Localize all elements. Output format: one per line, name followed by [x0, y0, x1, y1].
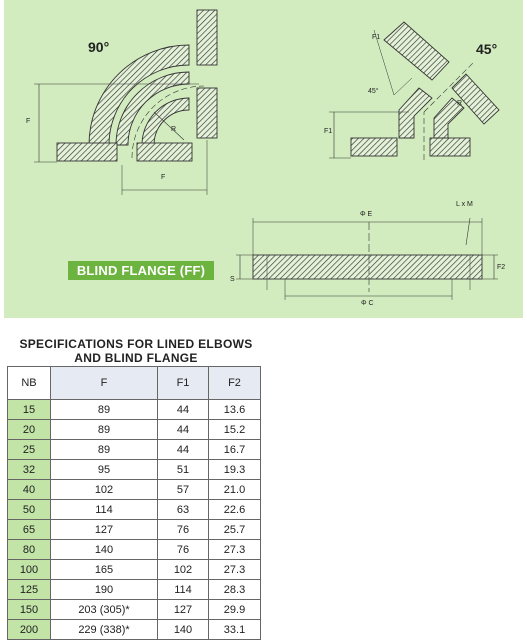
cell-f: 95	[51, 460, 158, 480]
cell-f: 203 (305)*	[51, 600, 158, 620]
elbow-90-dim-F-vertical: F	[26, 118, 31, 125]
spec-title-line2: AND BLIND FLANGE	[74, 351, 198, 365]
cell-f2: 27.3	[209, 540, 261, 560]
cell-nb: 80	[8, 540, 51, 560]
cell-f1: 127	[158, 600, 209, 620]
table-row	[8, 500, 261, 520]
cell-nb: 125	[8, 580, 51, 600]
cell-nb: 15	[8, 400, 51, 420]
elbow-90-drawing	[34, 10, 217, 195]
header-f1: F1	[158, 367, 209, 400]
cell-f1: 76	[158, 520, 209, 540]
cell-f: 165	[51, 560, 158, 580]
cell-nb: 20	[8, 420, 51, 440]
spec-table	[7, 366, 261, 640]
cell-nb: 65	[8, 520, 51, 540]
blind-flange-dim-LxM: L x M	[456, 201, 473, 208]
blind-flange-drawing	[236, 218, 498, 300]
spec-table-header-row	[8, 367, 261, 400]
cell-f2: 22.6	[209, 500, 261, 520]
elbow-45-angle-label: 45°	[476, 41, 498, 57]
blind-flange-dim-S: S	[230, 276, 235, 283]
cell-f2: 21.0	[209, 480, 261, 500]
spec-title-line1: SPECIFICATIONS FOR LINED ELBOWS	[19, 337, 253, 351]
cell-f1: 102	[158, 560, 209, 580]
cell-f2: 27.3	[209, 560, 261, 580]
elbow-90-dim-F-horizontal: F	[161, 174, 166, 181]
cell-f: 190	[51, 580, 158, 600]
cell-f2: 16.7	[209, 440, 261, 460]
elbow-45-dim-F1-vertical: F1	[324, 128, 333, 135]
cell-nb: 25	[8, 440, 51, 460]
table-row	[8, 580, 261, 600]
elbow-45-drawing	[329, 22, 499, 160]
cell-f2: 13.6	[209, 400, 261, 420]
cell-f: 140	[51, 540, 158, 560]
technical-drawing-panel	[4, 0, 523, 318]
elbow-90-radius-label: R	[171, 126, 177, 133]
cell-f: 89	[51, 440, 158, 460]
blind-flange-title: BLIND FLANGE (FF)	[68, 261, 214, 280]
cell-f1: 44	[158, 400, 209, 420]
table-row	[8, 460, 261, 480]
cell-f2: 15.2	[209, 420, 261, 440]
elbow-90-angle-label: 90°	[88, 39, 110, 55]
cell-f: 89	[51, 420, 158, 440]
cell-nb: 200	[8, 620, 51, 640]
cell-f: 127	[51, 520, 158, 540]
elbow-45-radius-label: R	[457, 100, 463, 107]
cell-f2: 33.1	[209, 620, 261, 640]
cell-f1: 51	[158, 460, 209, 480]
blind-flange-dim-E: Φ E	[360, 211, 373, 218]
cell-f2: 28.3	[209, 580, 261, 600]
cell-f: 229 (338)*	[51, 620, 158, 640]
cell-f1: 114	[158, 580, 209, 600]
blind-flange-dim-F2: F2	[497, 264, 506, 271]
table-row	[8, 480, 261, 500]
table-row	[8, 620, 261, 640]
cell-f1: 140	[158, 620, 209, 640]
cell-nb: 100	[8, 560, 51, 580]
blind-flange-dim-C: Φ C	[361, 300, 374, 307]
table-row	[8, 420, 261, 440]
table-row	[8, 440, 261, 460]
table-row	[8, 600, 261, 620]
elbow-45-small-angle-label: 45°	[368, 88, 379, 95]
cell-f2: 19.3	[209, 460, 261, 480]
cell-nb: 32	[8, 460, 51, 480]
cell-nb: 50	[8, 500, 51, 520]
header-f: F	[51, 367, 158, 400]
cell-f2: 25.7	[209, 520, 261, 540]
cell-f1: 44	[158, 420, 209, 440]
cell-f2: 29.9	[209, 600, 261, 620]
header-f2: F2	[209, 367, 261, 400]
cell-nb: 40	[8, 480, 51, 500]
cell-f: 102	[51, 480, 158, 500]
cell-f: 89	[51, 400, 158, 420]
cell-f1: 63	[158, 500, 209, 520]
table-row	[8, 560, 261, 580]
header-nb: NB	[8, 367, 51, 400]
table-row	[8, 400, 261, 420]
cell-nb: 150	[8, 600, 51, 620]
table-row	[8, 540, 261, 560]
cell-f1: 57	[158, 480, 209, 500]
cell-f1: 44	[158, 440, 209, 460]
cell-f1: 76	[158, 540, 209, 560]
table-row	[8, 520, 261, 540]
elbow-45-dim-F1-diagonal: F1	[372, 34, 381, 41]
cell-f: 114	[51, 500, 158, 520]
